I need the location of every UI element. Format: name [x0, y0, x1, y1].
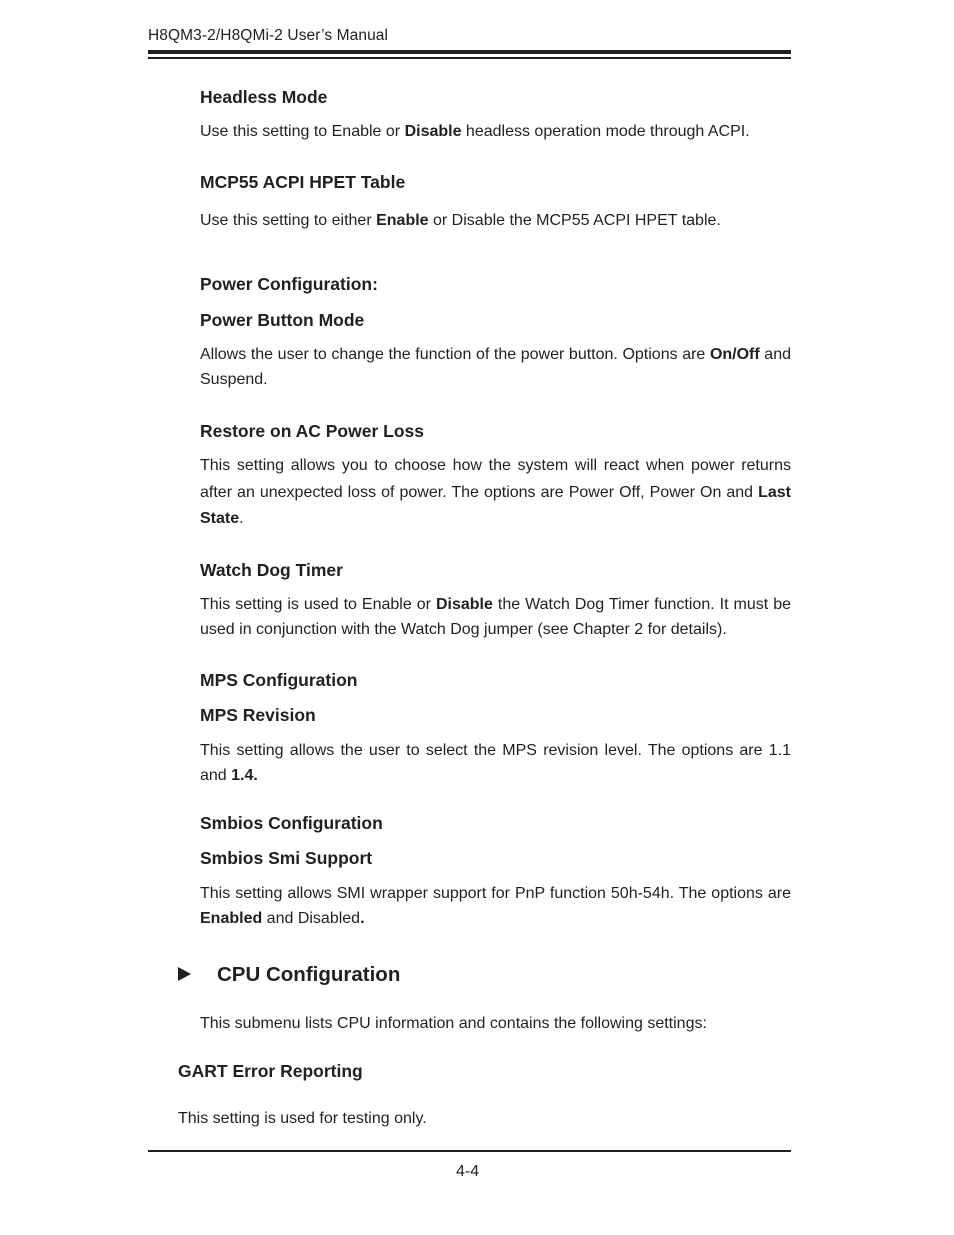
heading-mps-configuration: MPS Configuration	[200, 670, 358, 690]
paragraph-headless-mode: Use this setting to Enable or Disable headless operation mode through ACPI.	[200, 123, 750, 140]
heading-gart-error-reporting: GART Error Reporting	[178, 1061, 363, 1081]
heading-restore-ac-power-loss: Restore on AC Power Loss	[200, 421, 424, 441]
heading-hpet-table: MCP55 ACPI HPET Table	[200, 172, 406, 192]
triangle-bullet-icon	[178, 967, 191, 981]
header-rule-thick	[148, 50, 791, 54]
heading-watch-dog-timer: Watch Dog Timer	[200, 560, 343, 580]
paragraph-smbios-smi-support: This setting allows SMI wrapper support for PnP function 50h-54h. The options are Enabled and Disabled.	[200, 885, 791, 927]
paragraph-mps-revision: This setting allows the user to select the MPS revision level. The options are 1.1 and 1.4.	[200, 742, 791, 784]
heading-smbios-configuration: Smbios Configuration	[200, 813, 383, 833]
heading-headless-mode: Headless Mode	[200, 87, 328, 107]
page-number: 4-4	[456, 1163, 480, 1180]
heading-smbios-smi-support: Smbios Smi Support	[200, 848, 373, 868]
footer-rule	[148, 1150, 791, 1152]
paragraph-restore-ac-power-loss: This setting allows you to choose how the system will react when power returns after an unexpected loss of power. The options are Power Off, Power On and Last State.	[200, 457, 791, 527]
paragraph-gart-error-reporting: This setting is used for testing only.	[178, 1110, 427, 1127]
page-header-title: H8QM3-2/H8QMi-2 User’s Manual	[148, 27, 389, 44]
paragraph-watch-dog-timer: This setting is used to Enable or Disable the Watch Dog Timer function. It must be used in conjunction with the Watch Dog jumper (see Chapter 2 for details).	[200, 596, 791, 638]
heading-cpu-configuration: CPU Configuration	[178, 963, 400, 987]
heading-power-configuration: Power Configuration:	[200, 274, 378, 294]
paragraph-hpet-table: Use this setting to either Enable or Disable the MCP55 ACPI HPET table.	[200, 212, 721, 229]
heading-mps-revision: MPS Revision	[200, 705, 316, 725]
paragraph-cpu-configuration: This submenu lists CPU information and contains the following settings:	[200, 1015, 707, 1032]
paragraph-power-button-mode: Allows the user to change the function of the power button. Options are On/Off and Suspend.	[200, 346, 792, 388]
header-rule-thin	[148, 57, 791, 59]
heading-power-button-mode: Power Button Mode	[200, 310, 365, 330]
